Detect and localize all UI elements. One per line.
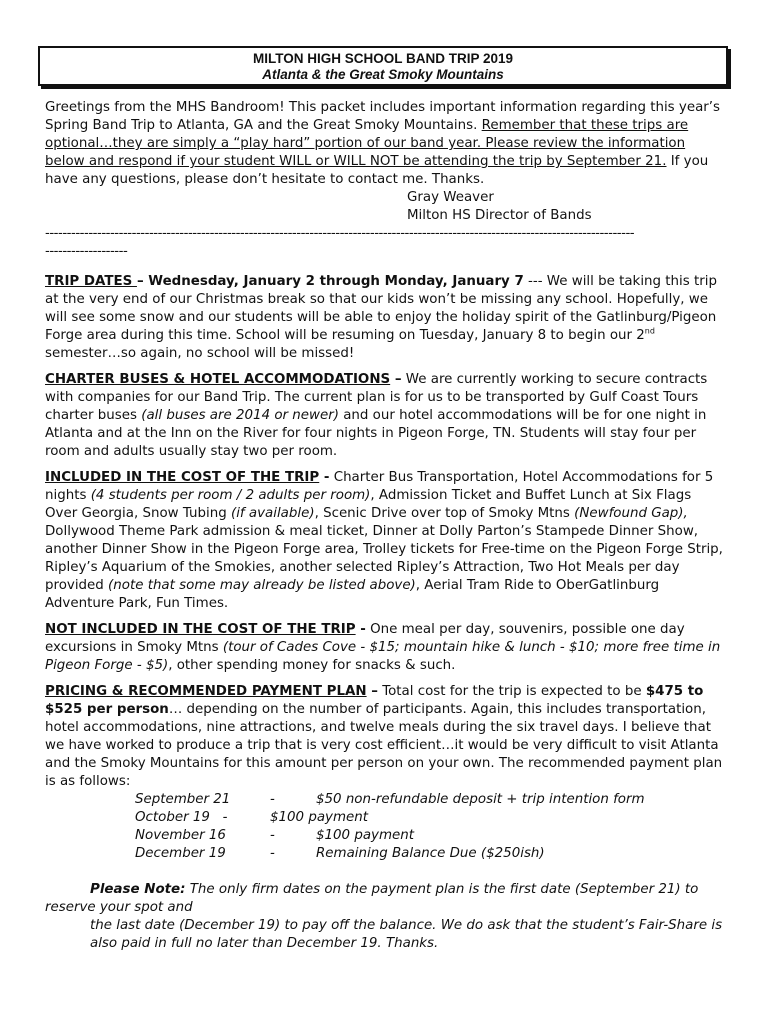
plan-description: $100 payment — [270, 810, 368, 825]
document-body — [45, 99, 725, 953]
note-text-2: the last date (December 19) to pay off the balance. We do ask that the student’s Fair-Share is also paid in full no later than December 19. Thanks. — [90, 918, 723, 951]
charter-dash: – — [390, 372, 402, 387]
included-text-3: , Scenic Drive over top of Smoky Mtns — [314, 506, 575, 521]
intro-text: Greetings from the MHS Bandroom! This packet includes important information regarding this year’s Spring Band Trip to Atlanta, GA and the Great Smoky Mountains. — [45, 100, 721, 133]
included-italic: (4 students per room / 2 adults per room) — [90, 488, 371, 503]
divider-line: ---------------------------------------------------------------------------------------------------------------------------------------- — [45, 226, 635, 241]
page-title: MILTON HIGH SCHOOL BAND TRIP 2019 — [252, 51, 514, 66]
divider-line-2: ------------------- — [45, 244, 128, 259]
intro-underlined: Remember that these trips are optional…they are simply a “play hard” portion of our band year. Please review the information below and respond if your student WILL or WILL NOT be attending the trip by September 21. — [45, 118, 689, 169]
pricing-amount: $475 to $525 per person — [45, 684, 704, 717]
not-included-italic: (tour of Cades Cove - $15; mountain hike & lunch - $10; more free time in Pigeon Forge - $5) — [45, 640, 721, 673]
included-text-5: , Aerial Tram Ride to OberGatlinburg Adventure Park, Fun Times. — [45, 578, 660, 611]
charter-italic: (all buses are 2014 or newer) — [141, 408, 339, 423]
included-italic-4: (note that some may already be listed above) — [108, 578, 416, 593]
note-label: Please Note: — [90, 882, 186, 897]
charter-text: We are currently working to secure contracts with companies for our Band Trip. The current plan is for us to be transported by Gulf Coast Tours charter buses — [45, 372, 708, 423]
not-included-heading: NOT INCLUDED IN THE COST OF THE TRIP — [45, 622, 356, 637]
charter-section — [45, 371, 725, 461]
included-text-2: , Admission Ticket and Buffet Lunch at Six Flags Over Georgia, Snow Tubing — [45, 488, 692, 521]
not-included-section — [45, 621, 725, 675]
note-paragraph — [45, 881, 725, 917]
pricing-heading: PRICING & RECOMMENDED PAYMENT PLAN — [45, 684, 367, 699]
included-text-4: Dollywood Theme Park admission & meal ticket, Dinner at Dolly Parton’s Stampede Dinner Show, another Dinner Show in the Pigeon Forge area, Trolley tickets for Free-time on the Pigeon Forge Strip, Ripley’s Aquarium of the Smokies, another selected Ripley’s Attraction, Two Hot Meals per day provided — [45, 524, 723, 593]
plan-description: Remaining Balance Due ($250ish) — [316, 846, 545, 861]
plan-separator: - — [270, 846, 275, 861]
payment-plan-row — [135, 809, 725, 827]
charter-text-2: and our hotel accommodations will be for one night in Atlanta and at the Inn on the River for four nights in Pigeon Forge, TN. Students will stay four per room and adults usually stay two per room. — [45, 408, 707, 459]
intro-paragraph — [45, 99, 725, 189]
not-included-text-2: , other spending money for snacks & such. — [168, 658, 456, 673]
not-included-dash: - — [355, 622, 366, 637]
plan-separator: - — [270, 828, 275, 843]
trip-dates-heading: TRIP DATES — [45, 274, 137, 289]
trip-dates-text-2: semester…so again, no school will be missed! — [45, 346, 355, 361]
note-text: The only firm dates on the payment plan is the first date (September 21) to reserve your spot and — [45, 882, 699, 915]
note-indent — [45, 882, 90, 897]
payment-plan-row — [135, 827, 725, 845]
included-heading: INCLUDED IN THE COST OF THE TRIP — [45, 470, 320, 485]
payment-plan — [135, 791, 725, 863]
charter-heading: CHARTER BUSES & HOTEL ACCOMMODATIONS — [45, 372, 391, 387]
trip-dates-section — [45, 273, 725, 363]
trip-dates-text: --- We will be taking this trip at the very end of our Christmas break so that our kids won’t be missing any school. Hopefully, we will see some snow and our students will be able to enjoy the holiday spirit of the Gatlinburg/Pigeon Forge area during this time. School will be resuming on Tuesday, January 8 to begin our 2 — [45, 274, 717, 343]
plan-description: $100 payment — [316, 828, 414, 843]
plan-date: November 16 — [135, 828, 226, 843]
pricing-text-2: … depending on the number of participants. Again, this includes transportation, hotel accommodations, nine attractions, and twelve meals during the six travel days. I believe that we have worked to produce a trip that is very cost efficient…it would be very difficult to visit Atlanta and the Smoky Mountains for this amount per person on your own. The recommended payment plan is as follows: — [45, 702, 723, 789]
included-text: Charter Bus Transportation, Hotel Accommodations for 5 nights — [45, 470, 714, 503]
trip-dates-sup: nd — [644, 326, 655, 336]
payment-plan-row — [135, 845, 725, 863]
signer-name: Gray Weaver — [407, 190, 494, 205]
trip-dates-dates: – Wednesday, January 2 through Monday, January 7 — [136, 274, 524, 289]
plan-date: September 21 — [135, 792, 231, 807]
pricing-section — [45, 683, 725, 791]
signer-title: Milton HS Director of Bands — [407, 208, 592, 223]
included-italic-3: (Newfound Gap), — [574, 506, 688, 521]
payment-plan-row — [135, 791, 725, 809]
plan-date: December 19 — [135, 846, 226, 861]
header-box — [38, 46, 728, 86]
pricing-dash: – — [366, 684, 378, 699]
included-italic-2: (if available) — [230, 506, 315, 521]
included-section — [45, 469, 725, 613]
plan-separator: - — [270, 792, 275, 807]
plan-description: $50 non-refundable deposit + trip intention form — [316, 792, 645, 807]
plan-date: October 19 - — [135, 810, 228, 825]
page-subtitle: Atlanta & the Great Smoky Mountains — [262, 67, 504, 82]
pricing-text: Total cost for the trip is expected to be — [377, 684, 646, 699]
intro-text-2: If you have any questions, please don’t hesitate to contact me. Thanks. — [45, 154, 709, 187]
included-dash: - — [319, 470, 330, 485]
not-included-text: One meal per day, souvenirs, possible one day excursions in Smoky Mtns — [45, 622, 685, 655]
